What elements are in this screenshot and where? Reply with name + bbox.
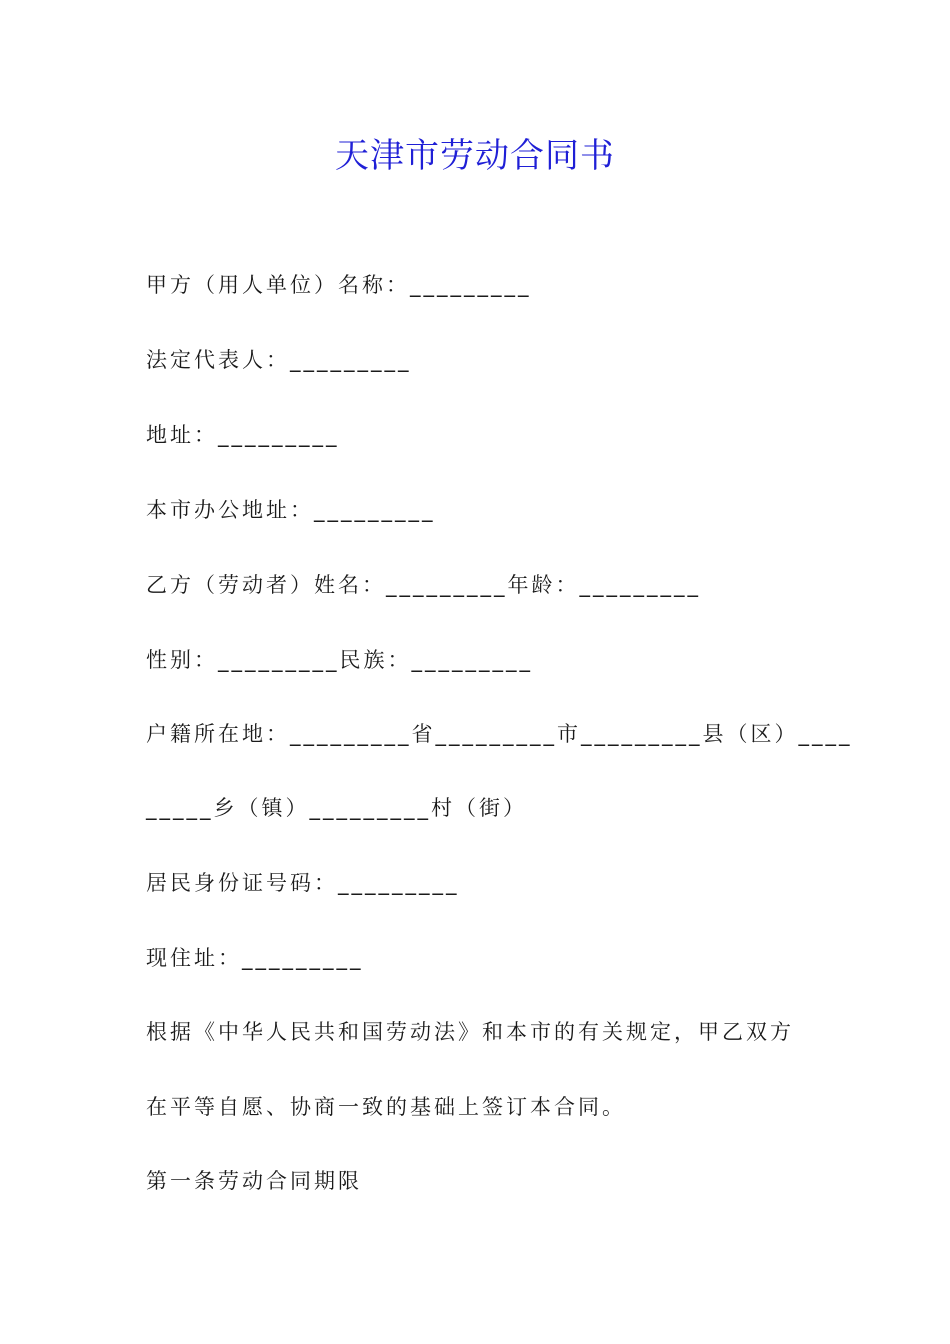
current-address-field: 现住址：_________: [146, 946, 364, 970]
article-one-heading: 第一条劳动合同期限: [146, 1169, 362, 1193]
id-number-field: 居民身份证号码：_________: [146, 871, 460, 895]
document-title: 天津市劳动合同书: [335, 136, 615, 176]
employer-name-field: 甲方（用人单位）名称：_________: [146, 273, 532, 297]
employee-name-age-field: 乙方（劳动者）姓名：_________年龄：_________: [146, 573, 701, 597]
household-register-field-continued: _____乡（镇）_________村（街）: [146, 796, 527, 820]
address-field: 地址：_________: [146, 423, 340, 447]
gender-ethnicity-field: 性别：_________民族：_________: [146, 648, 533, 672]
household-register-field: 户籍所在地：_________省_________市_________县（区）____: [146, 722, 853, 746]
legal-representative-field: 法定代表人：_________: [146, 348, 412, 372]
preamble-paragraph-line-2: 在平等自愿、协商一致的基础上签订本合同。: [146, 1095, 626, 1119]
preamble-paragraph-line-1: 根据《中华人民共和国劳动法》和本市的有关规定，甲乙双方: [146, 1020, 794, 1044]
local-office-address-field: 本市办公地址：_________: [146, 498, 436, 522]
